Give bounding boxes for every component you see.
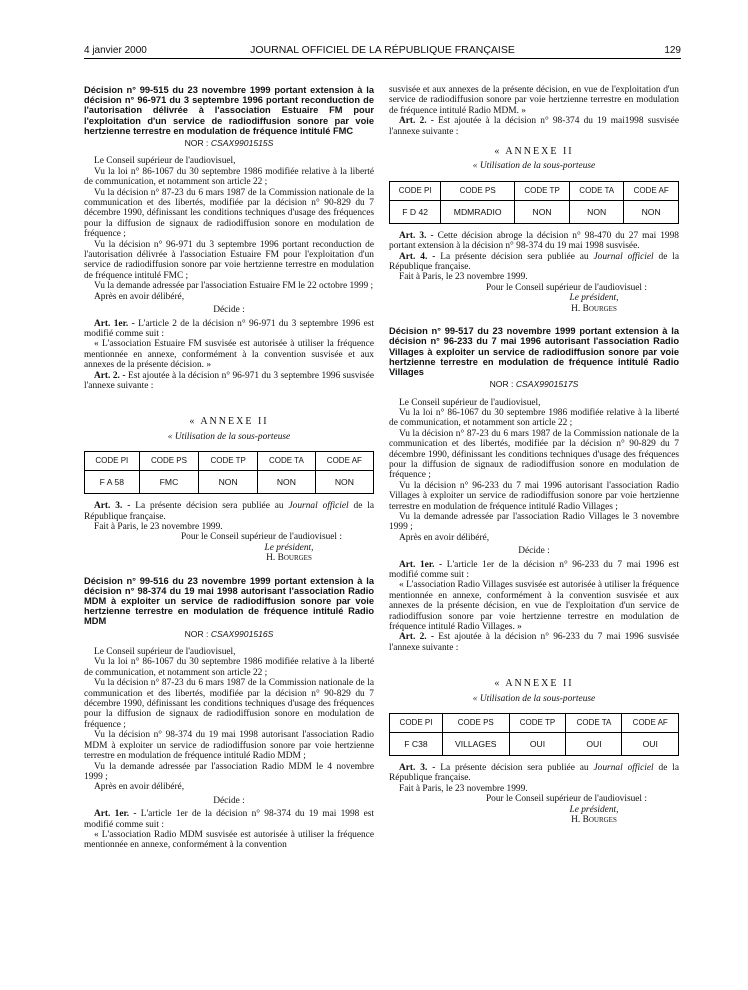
annex-table xyxy=(84,451,374,494)
article-label: Art. 3. - xyxy=(399,763,436,774)
article-3 xyxy=(84,501,374,522)
article-label: Art. 1er. - xyxy=(399,559,443,570)
annex-header-cell: CODE PS xyxy=(441,181,515,200)
nor-code: CSAX9901516S xyxy=(210,628,274,639)
decide-heading: Décide : xyxy=(518,546,550,557)
article-text: L'article 1er de la décision n° 96-233 du 7 mai 1996 est modifié comme suit : xyxy=(389,559,680,581)
annex-title: « ANNEXE II xyxy=(494,678,574,690)
annex-value-cell: F A 58 xyxy=(85,471,140,494)
page-header xyxy=(84,41,681,57)
annex-header-cell: CODE AF xyxy=(622,714,679,733)
preamble: Le Conseil supérieur de l'audiovisuel, xyxy=(94,156,236,167)
annex-value-cell: FMC xyxy=(139,471,199,494)
annex-header-cell: CODE AF xyxy=(315,452,373,471)
annex-title: « ANNEXE II xyxy=(494,146,574,158)
annex-subtitle: « Utilisation de la sous-porteuse xyxy=(472,161,596,172)
signature-role-text: Le président, xyxy=(569,293,619,304)
preamble: Le Conseil supérieur de l'audiovisuel, xyxy=(399,397,541,408)
preamble: Le Conseil supérieur de l'audiovisuel, xyxy=(94,647,236,658)
visa: Après en avoir délibéré, xyxy=(399,532,490,543)
annex-value-cell: NON xyxy=(315,471,373,494)
done-at: Fait à Paris, le 23 novembre 1999. xyxy=(399,783,528,794)
decision-title: Décision n° 99-516 du 23 novembre 1999 portant extension à la décision n° 98-374 du 19 mai 1998 autorisant l'association Radio MDM à exploiter un service de radiodiffusion sonore par voie hertzienne terrestre en modulation de fréquence intitulé Radio MDM xyxy=(84,575,374,627)
annex-value-cell: OUI xyxy=(509,733,566,756)
signature-name: H. Bourges xyxy=(571,815,617,826)
visa: Vu la loi n° 86-1067 du 30 septembre 1986 modifiée relative à la liberté de communication, et notamment son article 22 ; xyxy=(84,166,374,188)
decision-99-515 xyxy=(84,85,374,564)
article-quote: « L'association Estuaire FM susvisée est autorisée à utiliser la fréquence mentionnée en annexe, conformément à la convention susvisée et aux annexes de la présente décision. » xyxy=(84,339,374,371)
article-text: Est ajoutée à la décision n° 98-374 du 19 mai1998 susvisée l'annexe suivante : xyxy=(389,116,679,137)
article-2 xyxy=(84,371,374,392)
done-at: Fait à Paris, le 23 novembre 1999. xyxy=(94,521,223,532)
annex-header-cell: CODE PI xyxy=(390,181,441,200)
decision-title: Décision n° 99-515 du 23 novembre 1999 portant extension à la décision n° 96-971 du 3 septembre 1996 portant reconduction de l'autorisation délivrée à l'association Estuaire FM pour l'exploitation d'un service de radiodiffusion sonore par voie hertzienne terrestre en modulation de fréquence intitulé FMC xyxy=(84,85,374,136)
article-quote: « L'association Radio Villages susvisée est autorisée à utiliser la fréquence mentionnée en annexe, conformément à la convention susvisée et aux annexes de la présente décision, en vue de l'exploitation d'un service de radiodiffusion sonore par voie hertzienne terrestre en modulation de fréquence intitulé Radio Villages. » xyxy=(389,580,679,633)
signature-for: Pour le Conseil supérieur de l'audiovisuel : xyxy=(485,794,647,805)
annex-value-cell: OUI xyxy=(622,733,679,756)
journal-name: Journal officiel xyxy=(593,763,654,774)
article-2 xyxy=(389,116,679,137)
decision-99-516-continued xyxy=(389,85,679,314)
article-3 xyxy=(389,763,679,784)
decide-heading: Décide : xyxy=(213,795,245,806)
signature-role xyxy=(84,543,374,553)
nor-label: NOR : xyxy=(184,628,209,639)
annex-header-cell: CODE TP xyxy=(199,452,258,471)
article-quote: « L'association Radio MDM susvisée est autorisée à utiliser la fréquence mentionnée en annexe, conformément à la convention xyxy=(84,829,374,851)
annex-header-cell: CODE TA xyxy=(566,714,622,733)
article-label: Art. 1er. - xyxy=(94,318,135,329)
article-label: Art. 2. - xyxy=(399,632,434,643)
decision-99-517 xyxy=(389,326,679,825)
annex-header-cell: CODE AF xyxy=(624,181,679,200)
visa: Vu la loi n° 86-1067 du 30 septembre 1986 modifiée relative à la liberté de communication, et notamment son article 22 ; xyxy=(389,407,679,429)
article-label: Art. 2. - xyxy=(399,116,434,127)
page-number: 129 xyxy=(664,45,681,56)
article-text: de la République française. xyxy=(84,501,375,522)
visa: Vu la décision n° 98-374 du 19 mai 1998 autorisant l'association Radio MDM à exploiter un service de radiodiffusion sonore par voie hertzienne terrestre en modulation de fréquence intitulé Radio MDM ; xyxy=(84,730,374,762)
article-1 xyxy=(84,809,374,830)
nor-label: NOR : xyxy=(184,138,209,149)
article-label: Art. 4. - xyxy=(399,251,436,262)
annex-header-cell: CODE TA xyxy=(258,452,316,471)
article-text: La présente décision sera publiée au xyxy=(440,763,589,774)
annex-value-cell: NON xyxy=(258,471,316,494)
signature-role-text: Le président, xyxy=(569,804,619,815)
annex-header-cell: CODE PI xyxy=(390,714,443,733)
annex-header-cell: CODE PS xyxy=(139,452,199,471)
decision-title: Décision n° 99-517 du 23 novembre 1999 portant extension à la décision n° 96-233 du 7 mai 1996 autorisant l'association Radio Villages à exploiter un service de radiodiffusion sonore par voie hertzienne terrestre en modulation de fréquence intitulé Radio Villages xyxy=(389,326,679,377)
annex-value-cell: NON xyxy=(570,200,624,223)
signature-role xyxy=(389,805,679,815)
article-text: La présente décision sera publiée au xyxy=(135,501,284,512)
nor-reference xyxy=(389,379,679,389)
annex-header-cell: CODE TA xyxy=(570,181,624,200)
signature-name: H. Bourges xyxy=(266,553,312,564)
annex-value-cell: VILLAGES xyxy=(443,733,510,756)
visa: Vu la loi n° 86-1067 du 30 septembre 1986 modifiée relative à la liberté de communication, et notamment son article 22 ; xyxy=(84,657,374,678)
journal-name: Journal officiel xyxy=(288,501,349,512)
annex-header-cell: CODE PI xyxy=(85,452,140,471)
visa: Vu la décision n° 87-23 du 6 mars 1987 de la Commission nationale de la communication et des libertés, modifiée par la décision n° 90-829 du 7 décembre 1990, définissant les conditions techniques d'usage des fréquences pour la diffusion de signaux de radiodiffusion sonore en modulation de fréquence ; xyxy=(84,678,374,730)
journal-name: Journal officiel xyxy=(593,251,654,262)
annex-table xyxy=(389,181,679,224)
visa: Vu la décision n° 87-23 du 6 mars 1987 de la Commission nationale de la communication et des libertés, modifiée par la décision n° 90-829 du 7 décembre 1990, définissant les conditions techniques d'usage des fréquences pour la diffusion de signaux de radiodiffusion sonore en modulation de fréquence ; xyxy=(389,428,679,481)
annex-value-cell: NON xyxy=(624,200,679,223)
article-label: Art. 2. - xyxy=(94,370,126,381)
decide-heading: Décide : xyxy=(213,305,245,316)
right-column xyxy=(389,85,679,826)
nor-code: CSAX9901515S xyxy=(210,138,274,149)
annex-table xyxy=(389,713,679,756)
nor-reference xyxy=(84,138,374,148)
visa: Vu la demande adressée par l'association Radio Villages le 3 novembre 1999 ; xyxy=(389,511,679,533)
article-2 xyxy=(389,632,679,653)
annex-value-cell: MDMRADIO xyxy=(441,200,515,223)
annex-header-cell: CODE TP xyxy=(509,714,566,733)
nor-reference xyxy=(84,629,374,639)
annex-value-cell: OUI xyxy=(566,733,622,756)
article-text: Est ajoutée à la décision n° 96-971 du 3 septembre 1996 susvisée l'annexe suivante : xyxy=(84,370,374,391)
issue-date: 4 janvier 2000 xyxy=(84,45,147,56)
article-4 xyxy=(389,252,679,273)
decision-99-516 xyxy=(84,576,374,851)
article-text: de la République française. xyxy=(389,763,680,784)
signature-role-text: Le président, xyxy=(264,542,314,553)
annex-value-cell: F D 42 xyxy=(390,200,441,223)
header-rule xyxy=(84,58,681,59)
journal-title: JOURNAL OFFICIEL DE LA RÉPUBLIQUE FRANÇAISE xyxy=(250,44,515,56)
left-column xyxy=(84,85,374,851)
visa: Vu la demande adressée par l'association Estuaire FM le 22 octobre 1999 ; xyxy=(94,281,374,292)
article-label: Art. 3. - xyxy=(399,230,434,241)
annex-subtitle: « Utilisation de la sous-porteuse xyxy=(167,431,291,442)
article-quote-continued: susvisée et aux annexes de la présente décision, en vue de l'exploitation d'un service de radiodiffusion sonore par voie hertzienne terrestre en modulation de fréquence intitulé Radio MDM. » xyxy=(389,85,679,116)
annex-header-cell: CODE PS xyxy=(443,714,510,733)
article-text: La présente décision sera publiée au xyxy=(440,251,589,262)
visa: Vu la décision n° 96-233 du 7 mai 1996 autorisant l'association Radio Villages à exploiter un service de radiodiffusion sonore par voie hertzienne terrestre en modulation de fréquence intitulé Radio Villages ; xyxy=(389,480,679,512)
done-at: Fait à Paris, le 23 novembre 1999. xyxy=(399,272,528,283)
nor-label: NOR : xyxy=(489,379,514,390)
article-text: Est ajoutée à la décision n° 96-233 du 7 mai 1996 susvisée l'annexe suivante : xyxy=(389,632,679,653)
nor-code: CSAX9901517S xyxy=(515,379,579,390)
signature-role xyxy=(389,293,679,303)
article-label: Art. 1er. - xyxy=(94,809,137,820)
visa: Vu la décision n° 96-971 du 3 septembre 1996 portant reconduction de l'autorisation délivrée à l'association Estuaire FM pour l'exploitation d'un service de radiodiffusion sonore par voie hertzienne terrestre en modulation de fréquence intitulé FMC ; xyxy=(84,239,374,281)
annex-value-cell: F C38 xyxy=(390,733,443,756)
visa: Vu la décision n° 87-23 du 6 mars 1987 de la Commission nationale de la communication et des libertés, modifiée par la décision n° 90-829 du 7 décembre 1990, définissant les conditions techniques d'usage des fréquences pour la diffusion de signaux de radiodiffusion sonore en modulation de fréquence ; xyxy=(84,187,374,240)
article-1 xyxy=(389,560,679,581)
article-3 xyxy=(389,231,679,252)
article-text: L'article 1er de la décision n° 98-374 du 19 mai 1998 est modifié comme suit : xyxy=(84,809,375,830)
visa: Vu la demande adressée par l'association Radio MDM le 4 novembre 1999 ; xyxy=(84,761,374,782)
article-text: Cette décision abroge la décision n° 98-470 du 27 mai 1998 portant extension à la décision n° 98-374 du 19 mai 1998 susvisée. xyxy=(389,230,679,252)
article-text: L'article 2 de la décision n° 96-971 du 3 septembre 1996 est modifié comme suit : xyxy=(84,318,374,339)
signature-name: H. Bourges xyxy=(571,303,617,314)
annex-value-cell: NON xyxy=(199,471,258,494)
signature-for: Pour le Conseil supérieur de l'audiovisuel : xyxy=(485,282,647,293)
annex-header-cell: CODE TP xyxy=(515,181,570,200)
article-text: de la République française. xyxy=(389,251,680,273)
annex-value-cell: NON xyxy=(515,200,570,223)
article-label: Art. 3. - xyxy=(94,501,131,512)
annex-subtitle: « Utilisation de la sous-porteuse xyxy=(472,693,596,704)
signature-for: Pour le Conseil supérieur de l'audiovisuel : xyxy=(180,532,342,543)
visa: Après en avoir délibéré, xyxy=(94,291,185,302)
visa: Après en avoir délibéré, xyxy=(94,782,185,793)
article-1 xyxy=(84,319,374,340)
annex-title: « ANNEXE II xyxy=(189,416,269,428)
